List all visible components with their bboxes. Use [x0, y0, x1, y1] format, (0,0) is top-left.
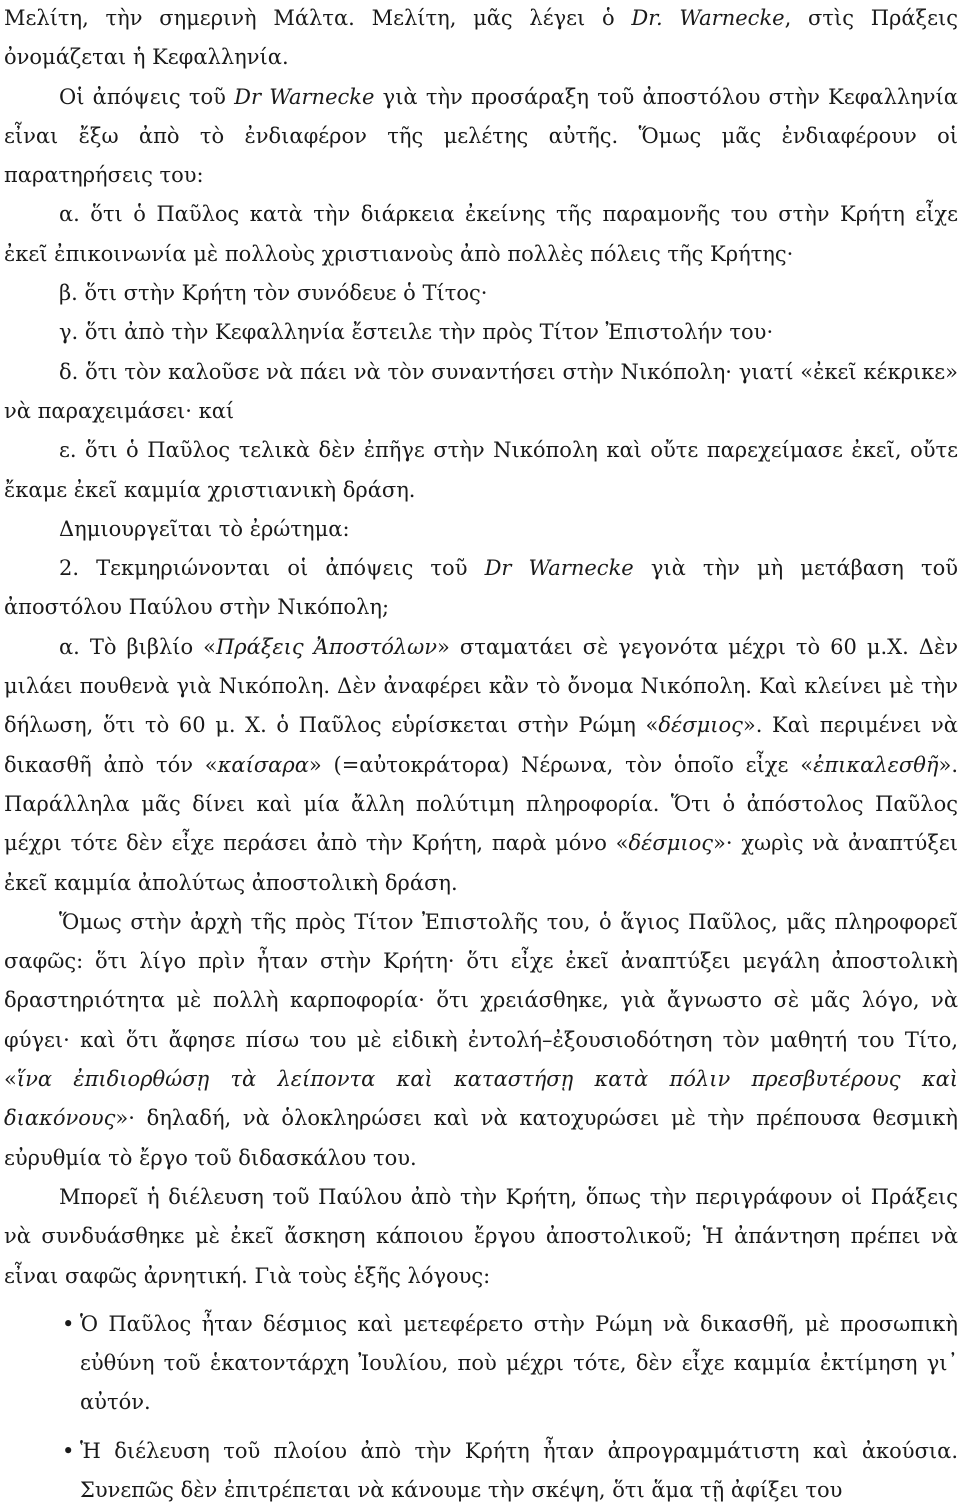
text: γιὰ τὴν μὴ μετάβαση τοῦ ἀποστόλου Παύλου στὴν Νικόπολη; [4, 556, 958, 620]
bullet-text: Ἡ διέλευση τοῦ πλοίου ἀπὸ τὴν Κρήτη ἦταν ἀπρογραμμάτιστη καὶ ἀκούσια. Συνεπῶς δὲν ἐπιτρέπεται νὰ κάνουμε τὴν σκέψη, ὅτι ἅμα τῇ ἀφίξει του [80, 1438, 958, 1502]
bullet-item [4, 1305, 958, 1423]
quote: ἐπικαλεσθῆ [813, 752, 939, 777]
quote: καίσαρα [217, 752, 309, 777]
text: ». Παράλληλα μᾶς δίνει καὶ μία ἄλλη πολύτιμη πληροφορία. Ὅτι ὁ ἀπόστολος Παῦλος μέχρι τότε δὲν εἶχε περάσει ἀπὸ τὴν Κρήτη, παρὰ μόνο « [4, 752, 958, 856]
answer-a [4, 628, 958, 903]
text: α. Τὸ βιβλίο « [59, 634, 216, 659]
bullet-text: Ὁ Παῦλος ἦταν δέσμιος καὶ μετεφέρετο στὴν Ρώμη νὰ δικασθῆ, μὲ προσωπικὴ εὐθύνη τοῦ ἑκατοντάρχη Ἰουλίου, ποὺ μέχρι τότε, δὲν εἶχε καμμία ἐκτίμηση γι᾽ αὐτόν. [80, 1311, 958, 1415]
bullet-icon: • [62, 1438, 75, 1463]
document-page [4, 0, 958, 1510]
list-item-b: β. ὅτι στὴν Κρήτη τὸν συνόδευε ὁ Τίτος· [59, 281, 488, 306]
paragraph-journey: Μπορεῖ ἡ διέλευση τοῦ Παύλου ἀπὸ τὴν Κρήτη, ὅπως τὴν περιγράφουν οἱ Πράξεις νὰ συνδυάσθηκε μὲ ἐκεῖ ἄσκηση κάποιου ἔργου ἀποστολικοῦ; Ἡ ἀπάντηση πρέπει νὰ εἶναι σαφῶς ἀρνητική. Γιὰ τοὺς ἑξῆς λόγους: [4, 1184, 958, 1288]
list-item-c: γ. ὅτι ἀπὸ τὴν Κεφαλληνία ἔστειλε τὴν πρὸς Τίτον Ἐπιστολήν του· [59, 320, 774, 345]
author-name: Dr Warnecke [234, 84, 375, 109]
bullet-item [4, 1432, 958, 1510]
question-intro: Δημιουργεῖται τὸ ἐρώτημα: [59, 516, 350, 541]
paragraph-titus [4, 903, 958, 1178]
paragraph-views [4, 78, 958, 196]
spacer [4, 1296, 958, 1305]
text: »· χωρὶς νὰ ἀναπτύξει ἐκεῖ καμμία ἀπολύτως ἀποστολικὴ δράση. [4, 831, 958, 895]
text: ». Καὶ περιμένει νὰ δικασθῆ ἀπὸ τόν « [4, 713, 958, 777]
text: , στὶς Πράξεις ὀνομάζεται ἡ Κεφαλληνία. [4, 6, 958, 70]
list-item-e: ε. ὅτι ὁ Παῦλος τελικὰ δὲν ἐπῆγε στὴν Νικόπολη καὶ οὔτε παρεχείμασε ἐκεῖ, οὔτε ἔκαμε ἐκεῖ καμμία χριστιανικὴ δράση. [4, 438, 958, 502]
author-name: Dr. Warnecke [631, 6, 785, 30]
text: Ὅμως στὴν ἀρχὴ τῆς πρὸς Τίτον Ἐπιστολῆς του, ὁ ἅγιος Παῦλος, μᾶς πληροφορεῖ σαφῶς: ὅτι λίγο πρὶν ἦταν στὴν Κρήτη· ὅτι εἶχε ἐκεῖ ἀναπτύξει μεγάλη ἀποστολικὴ δραστηριότητα μὲ πολλὴ καρποφορία· ὅτι χρειάσθηκε, γιὰ ἄγνωστο σὲ μᾶς λόγο, νὰ φύγει· καὶ ὅτι ἄφησε πίσω του μὲ εἰδικὴ ἐντολή–ἐξουσιοδότηση τὸν μαθητή του Τίτο, « [4, 909, 958, 1092]
quote: δέσμιος [658, 713, 743, 738]
text: 2. Τεκμηριώνονται οἱ ἀπόψεις τοῦ [59, 556, 485, 581]
text: » σταματάει σὲ γεγονότα μέχρι τὸ 60 μ.Χ. Δὲν μιλάει πουθενὰ γιὰ Νικόπολη. Δὲν ἀναφέρει κἂν τὸ ὄνομα Νικόπολη. Καὶ κλείνει μὲ τὴν δήλωση, ὅτι τὸ 60 μ. Χ. ὁ Παῦλος εὑρίσκεται στὴν Ρώμη « [4, 634, 958, 738]
text: Οἱ ἀπόψεις τοῦ [59, 84, 235, 109]
quote: ἵνα ἐπιδιορθώσῃ τὰ λείποντα καὶ καταστήσῃ κατὰ πόλιν πρεσβυτέρους καὶ διακόνους [4, 1067, 958, 1131]
quote: δέσμιος [628, 831, 714, 856]
spacer [4, 1423, 958, 1432]
bullet-icon: • [62, 1311, 75, 1336]
list-item-a: α. ὅτι ὁ Παῦλος κατὰ τὴν διάρκεια ἐκείνης τῆς παραμονῆς του στὴν Κρήτη εἶχε ἐκεῖ ἐπικοινωνία μὲ πολλοὺς χριστιανοὺς ἀπὸ πολλὲς πόλεις τῆς Κρήτης· [4, 202, 958, 266]
text: Μελίτη, τὴν σημερινὴ Μάλτα. Μελίτη, μᾶς λέγει ὁ [4, 6, 632, 30]
text: γιὰ τὴν προσάραξη τοῦ ἀποστόλου στὴν Κεφαλληνία εἶναι ἔξω ἀπὸ τὸ ἐνδιαφέρον τῆς μελέτης αὐτῆς. Ὅμως μᾶς ἐνδιαφέρουν οἱ παρατηρήσεις του: [4, 84, 958, 188]
text: »· δηλαδή, νὰ ὁλοκληρώσει καὶ νὰ κατοχυρώσει μὲ τὴν πρέπουσα θεσμικὴ εὐρυθμία τὸ ἔργο τοῦ διδασκάλου του. [4, 1106, 958, 1170]
text: » (=αὐτοκράτορα) Νέρωνα, τὸν ὁποῖο εἶχε « [308, 752, 814, 777]
book-title: Πράξεις Ἀποστόλων [215, 634, 438, 659]
question-heading [4, 549, 958, 628]
paragraph-intro [4, 0, 958, 78]
list-item-d: δ. ὅτι τὸν καλοῦσε νὰ πάει νὰ τὸν συναντήσει στὴν Νικόπολη· γιατί «ἐκεῖ κέκρικε» νὰ παραχειμάσει· καί [4, 359, 958, 423]
author-name: Dr Warnecke [484, 556, 634, 581]
